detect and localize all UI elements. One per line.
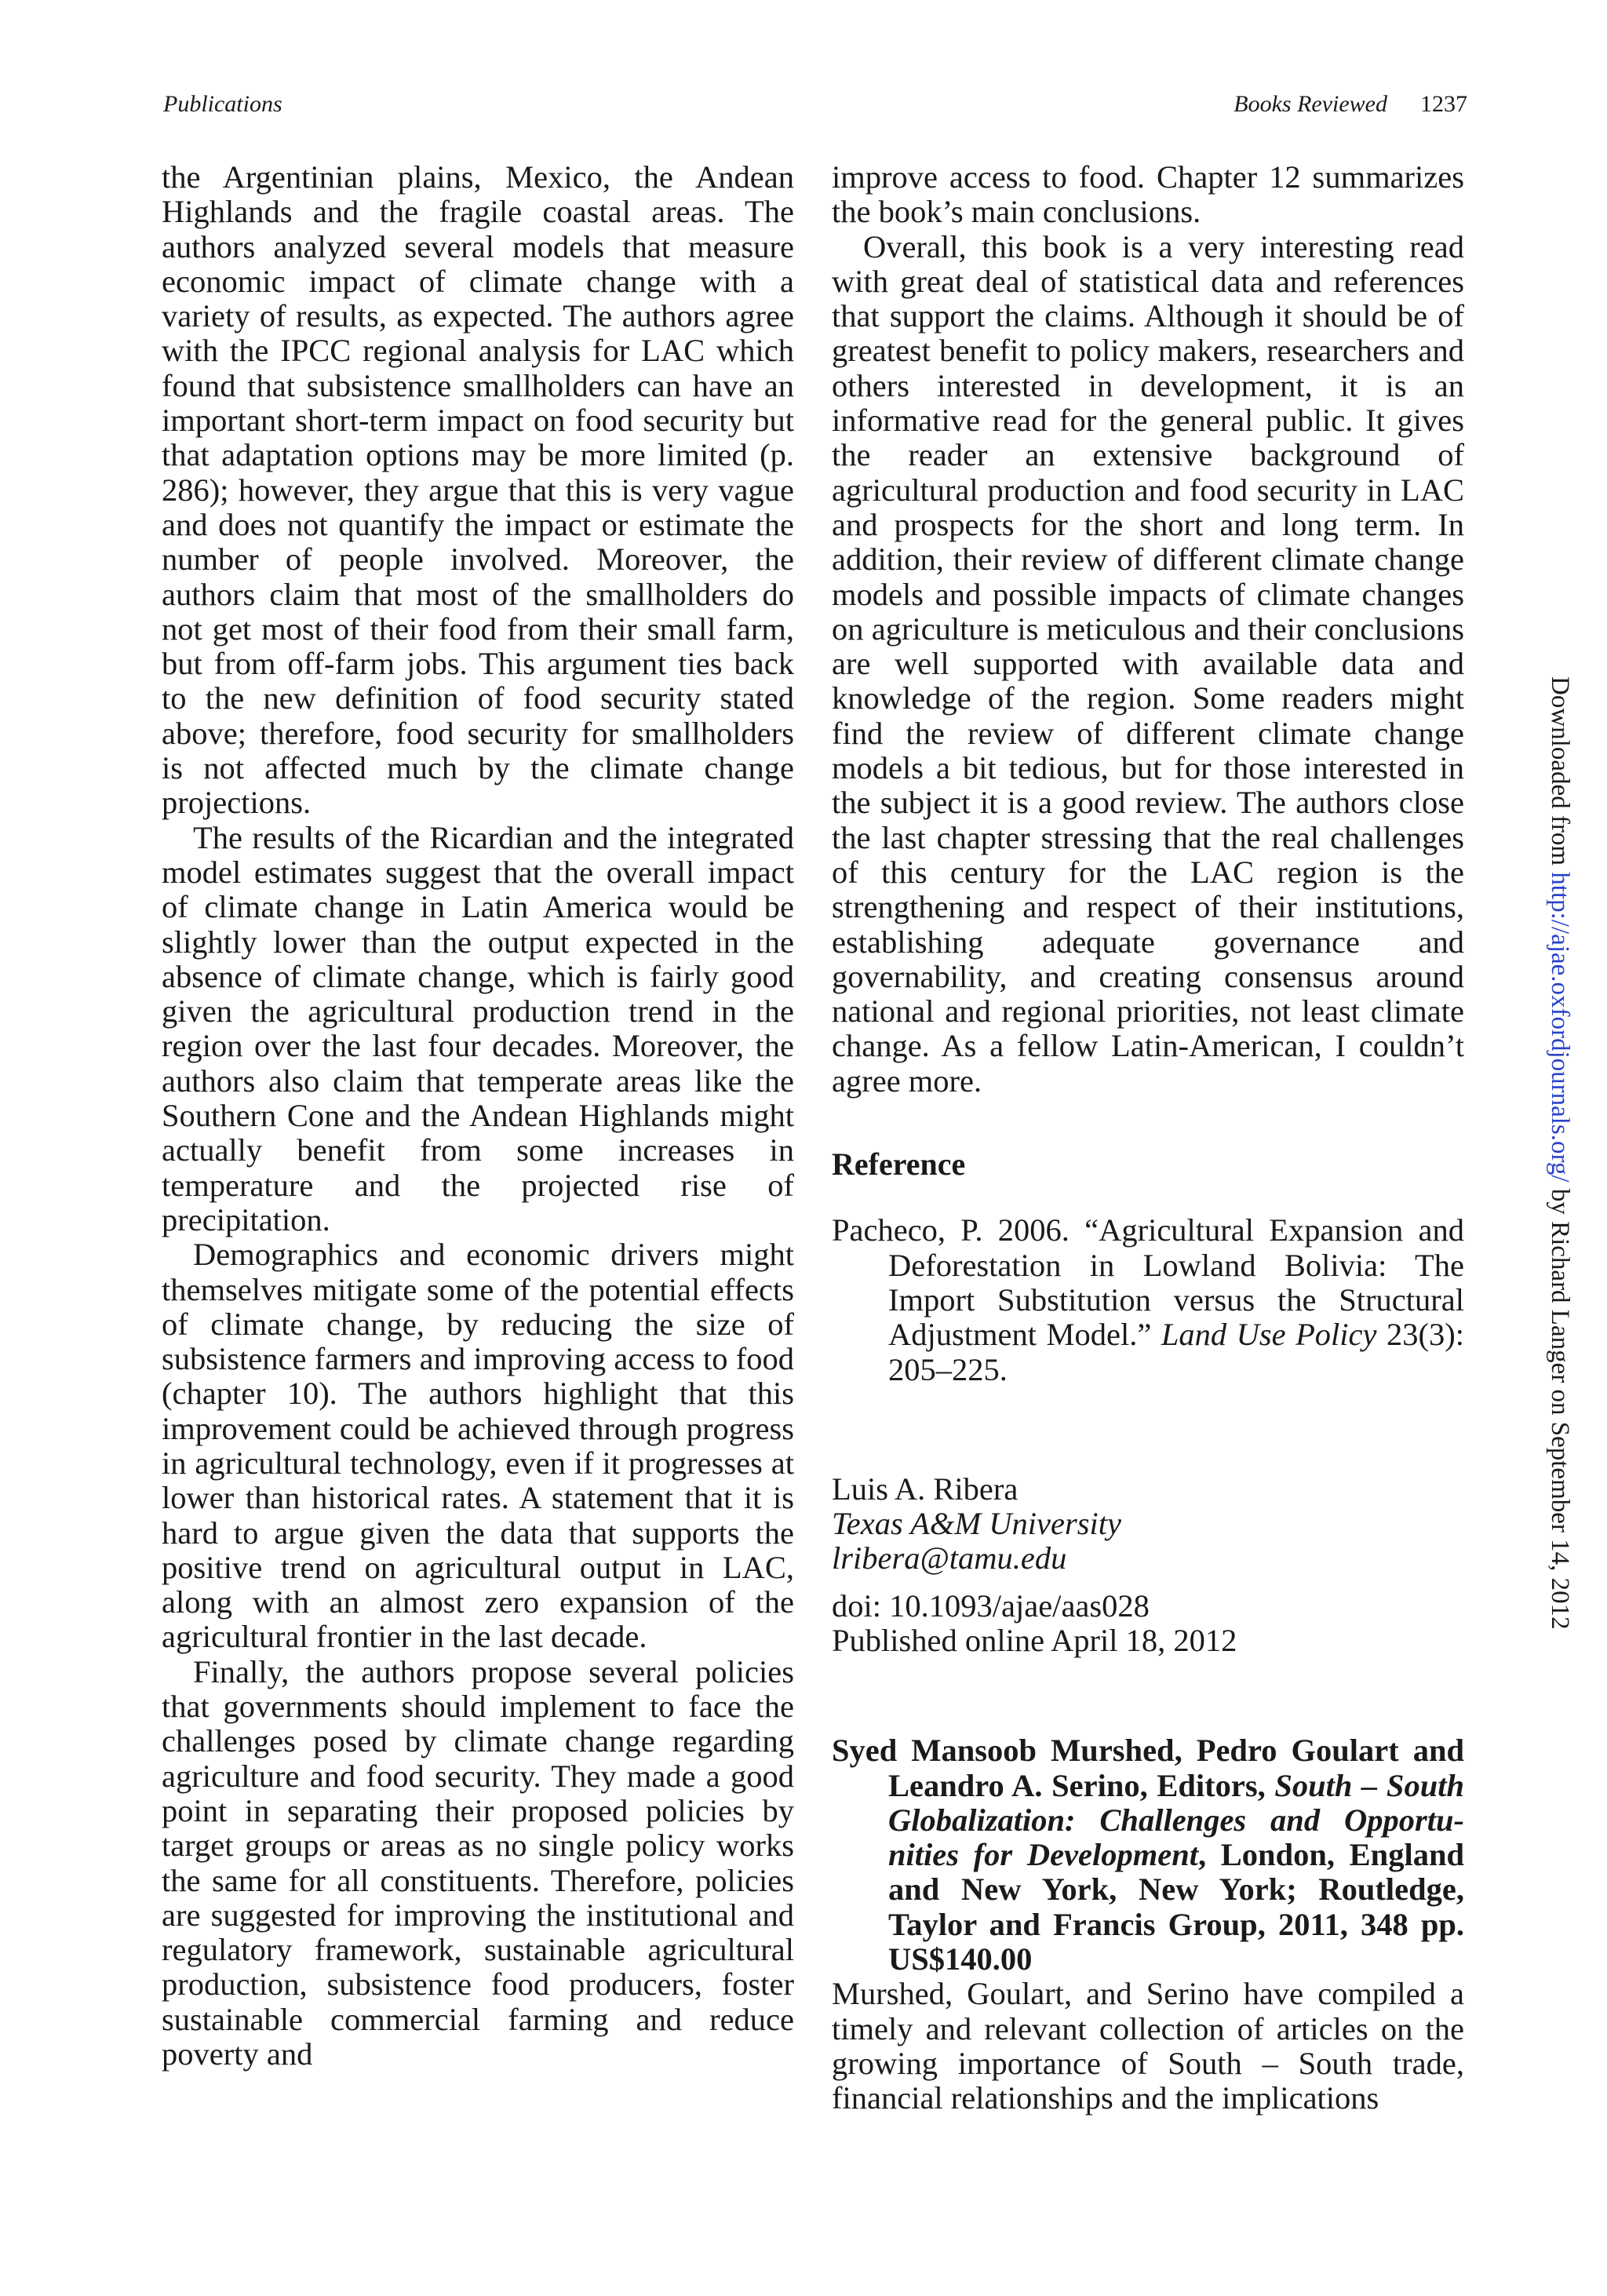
reviewer-affiliation: Texas A&M University [832,1506,1121,1542]
reviewer-block [832,1472,1464,1576]
next-review-heading [832,1733,1464,1977]
paragraph: Finally, the authors propose several policies that governments should implement to face the challenges posed by climate change regarding agriculture and food security. They made a good point in separating their proposed policies by target groups or areas as no single policy works the same for all constituents. Therefore, policies are suggested for improving the institutional and regulatory framework, sustainable agricultural production, subsistence food producers, foster sustainable commercial farming and reduce poverty and [162,1653,794,2072]
header-journal-page [1233,91,1467,118]
next-review-details: , London, England and New York, New York; Routledge, Taylor and Francis Group, 2011, 348 pp. US$140.00 [888,1837,1464,1977]
journal-link[interactable]: http://ajae.oxfordjournals.org/ [1546,872,1574,1183]
right-column [832,160,1464,2116]
paragraph: Demographics and economic drivers might themselves mitigate some of the potential effects of climate change, by reducing the size of subsistence farmers and improving access to food (chapter 10). The authors highlight that this improvement could be achieved through progress in agricultural technology, even if it progresses at lower than historical rates. A statement that it is hard to argue given the data that supports the positive trend on agricultural output in LAC, along with an almost zero expansion of the agricultural frontier in the last decade. [162,1237,794,1655]
next-review-title: South – South Globalization: Challenges and Opportunities for Development [888,1767,1464,1873]
doi: doi: 10.1093/ajae/aas028 [832,1587,1150,1624]
reviewer-name: Luis A. Ribera [832,1471,1018,1507]
next-review-editors: Syed Mansoob Murshed, Pedro Goulart and Leandro A. Serino, Editors, [832,1733,1464,1803]
paragraph: Overall, this book is a very interesting read with great deal of statistical data and references that support the claims. Although it should be of greatest benefit to policy makers, researchers and others interested in development, it is an informative read for the general public. It gives the reader an extensive background of agricultural production and food security in LAC and prospects for the short and long term. In addition, their review of different climate change models and possible impacts of climate changes on agriculture is meticulous and their conclusions are well supported with available data and knowledge of the region. Some readers might find the review of different climate change models a bit tedious, but for those interested in the subject it is a good review. The authors close the last chapter stressing that the real challenges of this century for the LAC region is the strengthening and respect of their institutions, establishing adequate governance and governability, and creating consensus around national and regional priorities, not least climate change. As a fellow Latin-American, I couldn’t agree more. [832,228,1464,1099]
header-section: Publications [163,91,282,117]
reference-main: Pacheco, P. 2006. “Agricultural Expansion and Deforestation in Lowland Bolivia: The Import Substitution versus the Structural Adjustment Model.” [832,1212,1464,1353]
reference-entry [832,1213,1464,1387]
paragraph: improve access to food. Chapter 12 summarizes the book’s main conclusions. [832,159,1464,230]
reference-venue: Land Use Policy [1161,1317,1377,1353]
reviewer-email[interactable]: lribera@tamu.edu [832,1540,1067,1576]
header-journal: Books Reviewed [1233,91,1387,117]
paragraph: Murshed, Goulart, and Serino have compiled a timely and relevant collection of articles on the growing importance of South – South trade, financial relationships and the implications [832,1976,1464,2116]
download-watermark [1545,676,1574,1634]
paragraph: the Argentinian plains, Mexico, the Andean Highlands and the fragile coastal areas. The authors analyzed several models that measure economic impact of climate change with a variety of results, as expected. The authors agree with the IPCC regional analysis for LAC which found that subsistence smallholders can have an important short-term impact on food security but that adaptation options may be more limited (p. 286); however, they argue that this is very vague and does not quantify the impact or estimate the number of people involved. Moreover, the authors claim that most of the smallholders do not get most of their food from their small farm, but from off-farm jobs. This argument ties back to the new definition of food security stated above; therefore, food security for smallholders is not affected much by the climate change projections. [162,159,794,821]
watermark-suffix: by Richard Langer on September 14, 2012 [1546,1182,1574,1630]
page-number: 1237 [1420,91,1467,117]
doi-block [832,1589,1464,1659]
published-date: Published online April 18, 2012 [832,1622,1237,1658]
reference-heading: Reference [832,1146,966,1183]
paragraph: The results of the Ricardian and the integrated model estimates suggest that the overall impact of climate change in Latin America would be slightly lower than the output expected in the absence of climate change, which is fairly good given the agricultural production trend in the region over the last four decades. Moreover, the authors also claim that temperate areas like the Southern Cone and the Andean Highlands might actually benefit from some increases in temperature and the projected rise of precipitation. [162,819,794,1237]
left-column [162,160,794,2072]
watermark-prefix: Downloaded from [1546,676,1574,873]
reference-tail: 23(3): 205–225. [888,1317,1464,1387]
